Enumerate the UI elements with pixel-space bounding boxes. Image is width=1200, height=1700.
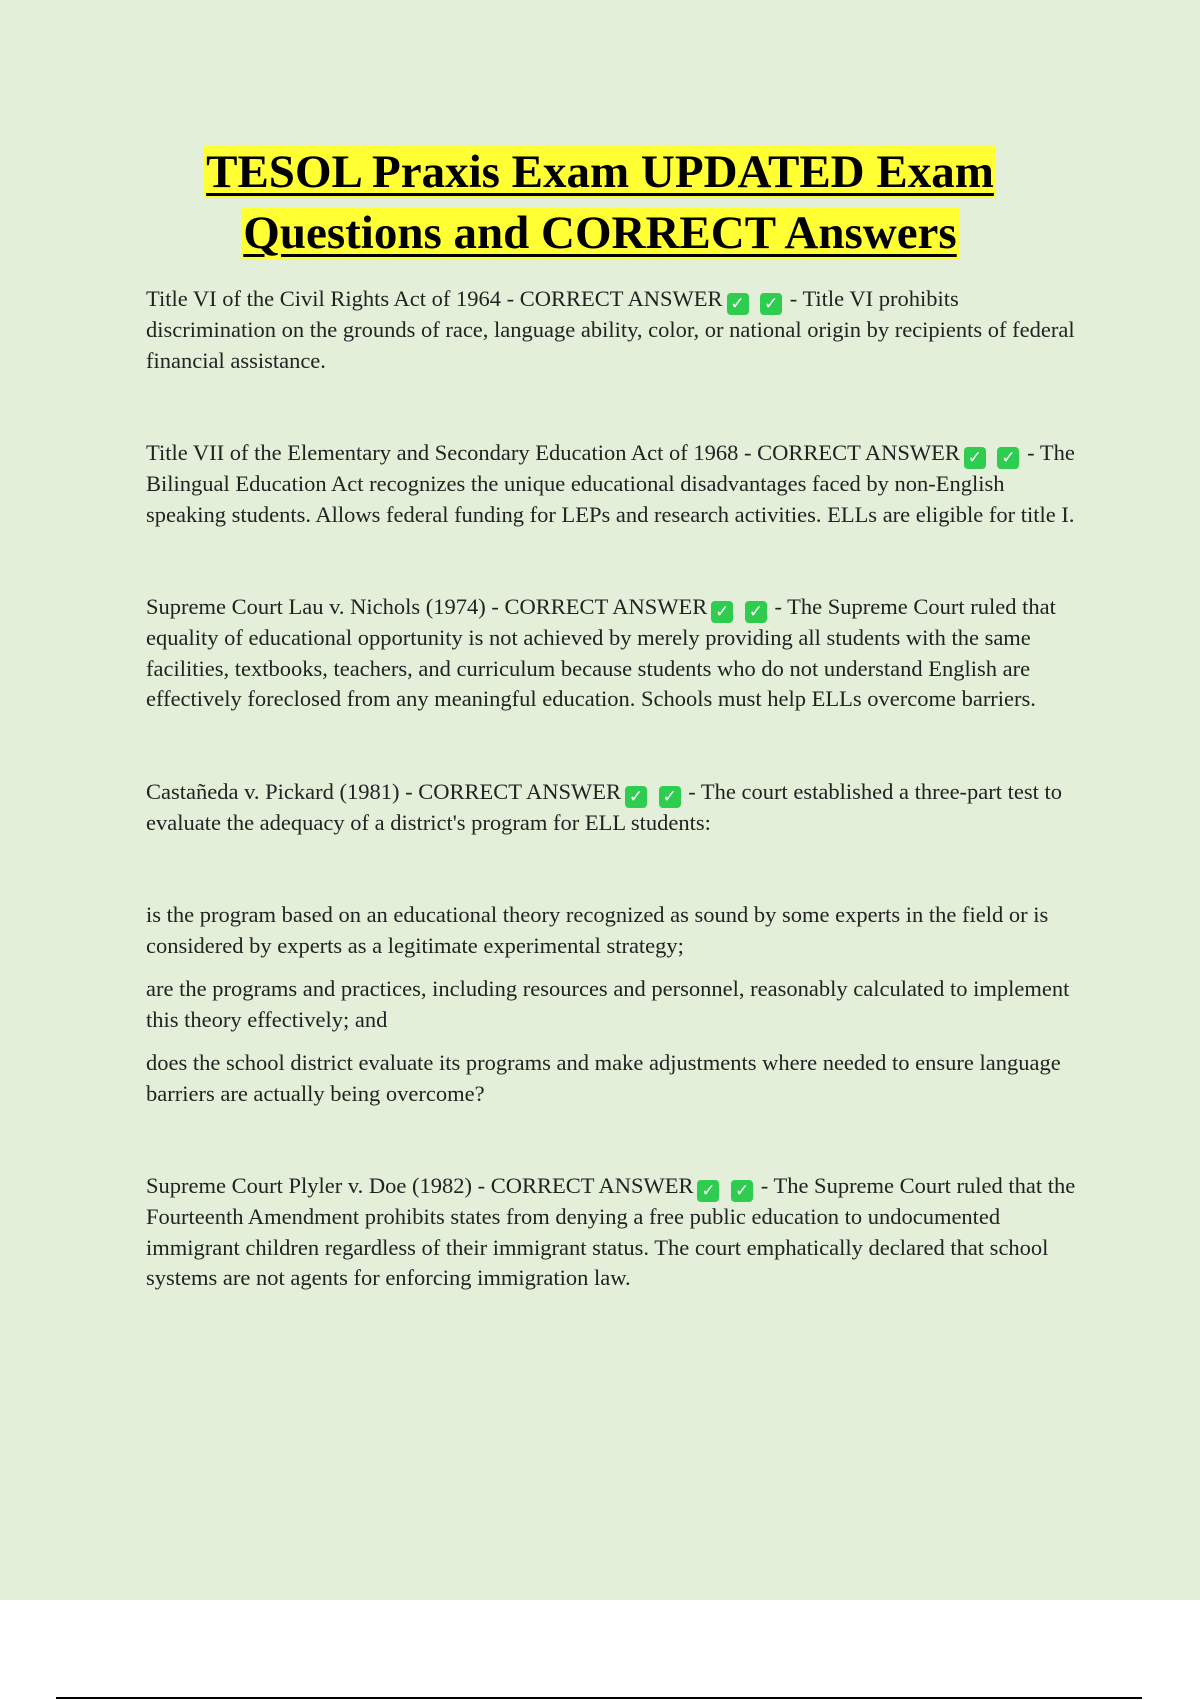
answer-text: - The Supreme Court ruled that equality of educational opportunity is not achieved by merely providing all students with the same facilities, textbooks, teachers, and curriculum because students who do not understand English are effectively foreclosed from any meaningful education. Schools must help ELLs overcome barriers. [146,594,1056,711]
test-point-2: are the programs and practices, including resources and personnel, reasonably calculated to implement this theory effectively; and [146,976,1070,1032]
title-line-2: Questions and CORRECT Answers [243,207,957,259]
qa-entry-title-vi [146,284,1086,376]
qa-entry-lau-v-nichols [146,592,1086,715]
test-point-3: does the school district evaluate its programs and make adjustments where needed to ensure language barriers are actually being overcome? [146,1050,1061,1106]
title-line-1: TESOL Praxis Exam UPDATED Exam [206,146,994,198]
checkmark-icon: ✓ [731,1180,753,1202]
question-text: Title VII of the Elementary and Secondary Education Act of 1968 - CORRECT ANSWER [146,440,960,465]
test-point-1: is the program based on an educational theory recognized as sound by some experts in the field or is considered by experts as a legitimate experimental strategy; [146,902,1049,958]
checkmark-icon: ✓ [727,293,749,315]
document-title [0,142,1200,264]
question-text: Supreme Court Lau v. Nichols (1974) - CORRECT ANSWER [146,594,708,619]
checkmark-icon: ✓ [964,447,986,469]
qa-entry-plyler-v-doe [146,1171,1086,1294]
checkmark-icon: ✓ [997,447,1019,469]
checkmark-icon: ✓ [625,786,647,808]
footer-divider [56,1697,1142,1699]
question-text: Supreme Court Plyler v. Doe (1982) - CORRECT ANSWER [146,1173,694,1198]
answer-text: - The court established a three-part test to evaluate the adequacy of a district's program for ELL students: [146,778,1063,835]
qa-entry-castaneda-v-pickard [146,777,1086,839]
checkmark-icon: ✓ [745,601,767,623]
question-text: Castañeda v. Pickard (1981) - CORRECT ANSWER [146,778,621,804]
answer-text: - The Supreme Court ruled that the Fourteenth Amendment prohibits states from denying a free public education to undocumented immigrant children regardless of their immigrant status. The court emphatically declared that school systems are not agents for enforcing immigration law. [146,1173,1076,1290]
checkmark-icon: ✓ [711,601,733,623]
document-body [146,284,1086,1294]
answer-text: - Title VI prohibits discrimination on the grounds of race, language ability, color, or national origin by recipients of federal financial assistance. [146,286,1075,373]
checkmark-icon: ✓ [760,293,782,315]
checkmark-icon: ✓ [659,786,681,808]
answer-text: - The Bilingual Education Act recognizes the unique educational disadvantages faced by non-English speaking students. Allows federal funding for LEPs and research activities. ELLs are eligible for title I. [146,440,1075,527]
qa-entry-title-vii [146,438,1086,530]
checkmark-icon: ✓ [697,1180,719,1202]
question-text: Title VI of the Civil Rights Act of 1964 - CORRECT ANSWER [146,286,723,311]
